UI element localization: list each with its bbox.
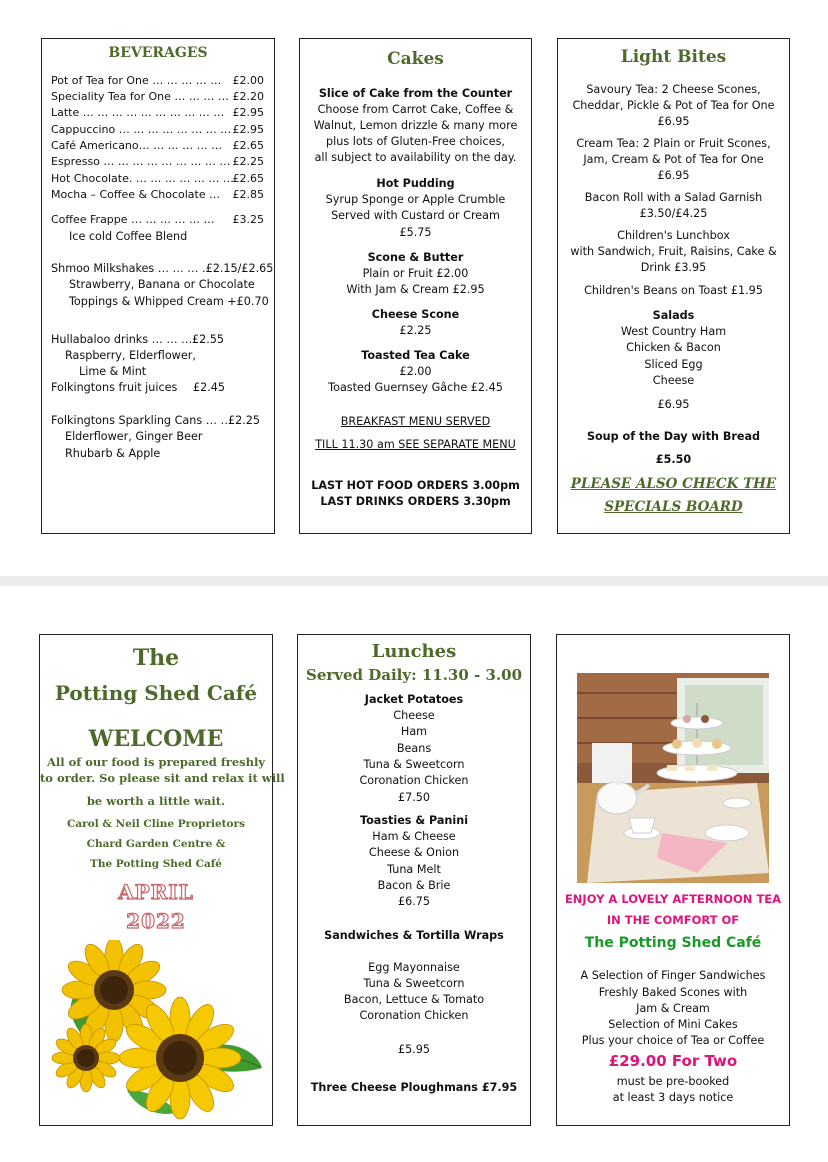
hullabaloo-price: £2.55 — [192, 333, 225, 346]
lunches-title: Lunches — [371, 641, 457, 662]
cafe-name: Potting Shed Café — [54, 681, 258, 705]
welcome-heading: WELCOME — [88, 726, 224, 752]
guernsey: Toasted Guernsey Gâche £2.45 — [328, 381, 503, 394]
cream-line: Jam, Cream & Pot of Tea for One — [583, 153, 764, 166]
milkshakes-toppings: Toppings & Whipped Cream +£0.70 — [69, 295, 269, 308]
milkshakes: Shmoo Milkshakes … … … .£2.15/£2.65 — [51, 262, 274, 275]
hullabaloo: Hullabaloo drinks … … … — [51, 333, 193, 346]
cafe-the: The — [132, 645, 180, 671]
bev-row: Café Americano… … … … … … £2.65 — [51, 139, 264, 152]
sandwich-price: £5.95 — [397, 1043, 431, 1056]
last-drinks: LAST DRINKS ORDERS 3.30pm — [320, 495, 511, 508]
pudding-line: Syrup Sponge or Apple Crumble — [325, 193, 506, 206]
toasties-item: Tuna Melt — [387, 863, 441, 876]
bev-row: Espresso … … … … … … … … … £2.25 — [51, 155, 264, 168]
jacket-item: Tuna & Sweetcorn — [363, 758, 465, 771]
savoury-line: Cheddar, Pickle & Pot of Tea for One — [572, 99, 775, 112]
pudding-line: Served with Custard or Cream — [331, 209, 500, 222]
salads-price: £6.95 — [657, 398, 690, 411]
breakfast-line: BREAKFAST MENU SERVED — [340, 415, 491, 428]
sparkling-desc: Elderflower, Ginger Beer — [65, 430, 203, 443]
toasties-item: Ham & Cheese — [372, 830, 456, 843]
last-food: LAST HOT FOOD ORDERS 3.00pm — [311, 479, 520, 492]
light-bites-panel — [557, 38, 790, 534]
tea-note: at least 3 days notice — [612, 1091, 734, 1104]
tea-item: Selection of Mini Cakes — [608, 1018, 738, 1031]
lunches-panel — [297, 634, 531, 1126]
cream-price: £6.95 — [657, 169, 690, 182]
sandwich-item: Bacon, Lettuce & Tomato — [343, 993, 485, 1006]
tea-note: must be pre-booked — [616, 1075, 730, 1088]
sandwich-item: Egg Mayonnaise — [368, 961, 460, 974]
ploughmans: Three Cheese Ploughmans £7.95 — [310, 1081, 518, 1094]
specials-line: PLEASE ALSO CHECK THE — [570, 476, 777, 492]
hullabaloo-desc: Lime & Mint — [79, 365, 147, 378]
proprietors: Carol & Neil Cline Proprietors — [67, 818, 245, 830]
scone-line: Plain or Fruit £2.00 — [362, 267, 469, 280]
teacake-title: Toasted Tea Cake — [361, 349, 470, 362]
welcome-msg: be worth a little wait. — [86, 794, 226, 808]
salad-item: Chicken & Bacon — [626, 341, 721, 354]
juices-price: £2.45 — [193, 381, 226, 394]
bev-row: Speciality Tea for One … … … … £2.20 — [51, 90, 264, 103]
lunches-served: Served Daily: 11.30 - 3.00 — [305, 666, 523, 684]
sparkling-price: £2.25 — [228, 414, 261, 427]
beverages-title: BEVERAGES — [108, 45, 208, 61]
breakfast-line: TILL 11.30 am SEE SEPARATE MENU — [315, 438, 516, 451]
toasties-item: Bacon & Brie — [377, 879, 451, 892]
bev-row: Pot of Tea for One … … … … … £2.00 — [51, 74, 264, 87]
pudding-title: Hot Pudding — [376, 177, 455, 190]
tea-line: IN THE COMFORT OF — [606, 913, 740, 927]
salad-item: Cheese — [652, 374, 695, 387]
savoury-price: £6.95 — [657, 115, 690, 128]
bev-row: Latte … … … … … … … … … … £2.95 — [51, 106, 264, 119]
menu-month: APRIL — [118, 880, 194, 904]
milkshakes-desc: Strawberry, Banana or Chocolate — [69, 278, 255, 291]
toasties-item: Cheese & Onion — [368, 846, 460, 859]
cheese-scone-title: Cheese Scone — [371, 308, 460, 321]
welcome-msg: to order. So please sit and relax it will — [40, 771, 285, 785]
juices: Folkingtons fruit juices — [51, 381, 178, 394]
toasties-price: £6.75 — [397, 895, 431, 908]
bev-row: Cappuccino … … … … … … … … £2.95 — [51, 123, 264, 136]
tea-cafe-name: The Potting Shed Café — [584, 935, 762, 951]
bacon-price: £3.50/£4.25 — [639, 207, 708, 220]
sunflowers-illustration — [42, 940, 272, 1125]
cream-line: Cream Tea: 2 Plain or Fruit Scones, — [576, 137, 771, 150]
lunchbox-line: Children's Lunchbox — [617, 229, 730, 242]
lunchbox-line: with Sandwich, Fruit, Raisins, Cake & — [570, 245, 777, 258]
jacket-item: Coronation Chicken — [359, 774, 469, 787]
salad-item: Sliced Egg — [644, 358, 703, 371]
jacket-title: Jacket Potatoes — [364, 693, 464, 706]
menu-year: 2022 — [126, 909, 186, 933]
sandwich-item: Coronation Chicken — [359, 1009, 469, 1022]
jacket-item: Beans — [396, 742, 432, 755]
salads-title: Salads — [652, 309, 695, 322]
slice-line: Walnut, Lemon drizzle & many more — [313, 119, 518, 132]
sandwich-title: Sandwiches & Tortilla Wraps — [324, 929, 504, 942]
scone-line: With Jam & Cream £2.95 — [346, 283, 485, 296]
hullabaloo-desc: Raspberry, Elderflower, — [65, 349, 196, 362]
slice-line: plus lots of Gluten-Free choices, — [326, 135, 505, 148]
cakes-panel — [299, 38, 532, 534]
bev-row: Mocha – Coffee & Chocolate … £2.85 — [51, 188, 264, 201]
salad-item: West Country Ham — [620, 325, 727, 338]
jacket-price: £7.50 — [397, 791, 431, 804]
savoury-line: Savoury Tea: 2 Cheese Scones, — [586, 83, 761, 96]
tea-price: £29.00 For Two — [608, 1052, 738, 1070]
slice-line: Choose from Carrot Cake, Coffee & — [317, 103, 514, 116]
tea-item: Plus your choice of Tea or Coffee — [581, 1034, 765, 1047]
jacket-item: Cheese — [393, 709, 435, 722]
cheese-scone-price: £2.25 — [399, 324, 432, 337]
frappe-desc: Ice cold Coffee Blend — [69, 230, 188, 243]
proprietors: The Potting Shed Café — [90, 858, 222, 870]
welcome-msg: All of our food is prepared freshly — [46, 755, 266, 769]
toasties-title: Toasties & Panini — [359, 814, 469, 827]
jacket-item: Ham — [400, 725, 428, 738]
pudding-price: £5.75 — [399, 226, 432, 239]
sparkling: Folkingtons Sparkling Cans … … — [51, 414, 232, 427]
soup: Soup of the Day with Bread — [586, 430, 761, 443]
tea-item: A Selection of Finger Sandwiches — [580, 969, 766, 982]
slice-title: Slice of Cake from the Counter — [318, 87, 513, 100]
light-bites-title: Light Bites — [620, 47, 727, 67]
proprietors: Chard Garden Centre & — [86, 838, 226, 850]
sandwich-item: Tuna & Sweetcorn — [363, 977, 465, 990]
sparkling-desc: Rhubarb & Apple — [65, 447, 161, 460]
cakes-title: Cakes — [387, 49, 444, 69]
welcome-panel — [39, 634, 285, 1126]
beans: Children's Beans on Toast £1.95 — [584, 284, 763, 297]
lunchbox-price: Drink £3.95 — [640, 261, 707, 274]
bacon-line: Bacon Roll with a Salad Garnish — [584, 191, 763, 204]
teacake-price: £2.00 — [399, 365, 432, 378]
bev-row: Hot Chocolate. … … … … … … … £2.65 — [51, 172, 264, 185]
specials-line: SPECIALS BOARD — [604, 499, 743, 515]
scone-title: Scone & Butter — [367, 251, 464, 264]
beverages-panel — [41, 38, 275, 534]
tea-item: Jam & Cream — [636, 1002, 710, 1015]
tea-item: Freshly Baked Scones with — [598, 986, 748, 999]
afternoon-tea-photo — [577, 673, 769, 883]
bev-row: Coffee Frappe … … … … … … £3.25 — [51, 213, 264, 226]
afternoon-tea-panel — [556, 634, 790, 1126]
slice-line: all subject to availability on the day. — [314, 151, 517, 164]
soup-price: £5.50 — [655, 453, 692, 466]
tea-line: ENJOY A LOVELY AFTERNOON TEA — [564, 892, 782, 906]
